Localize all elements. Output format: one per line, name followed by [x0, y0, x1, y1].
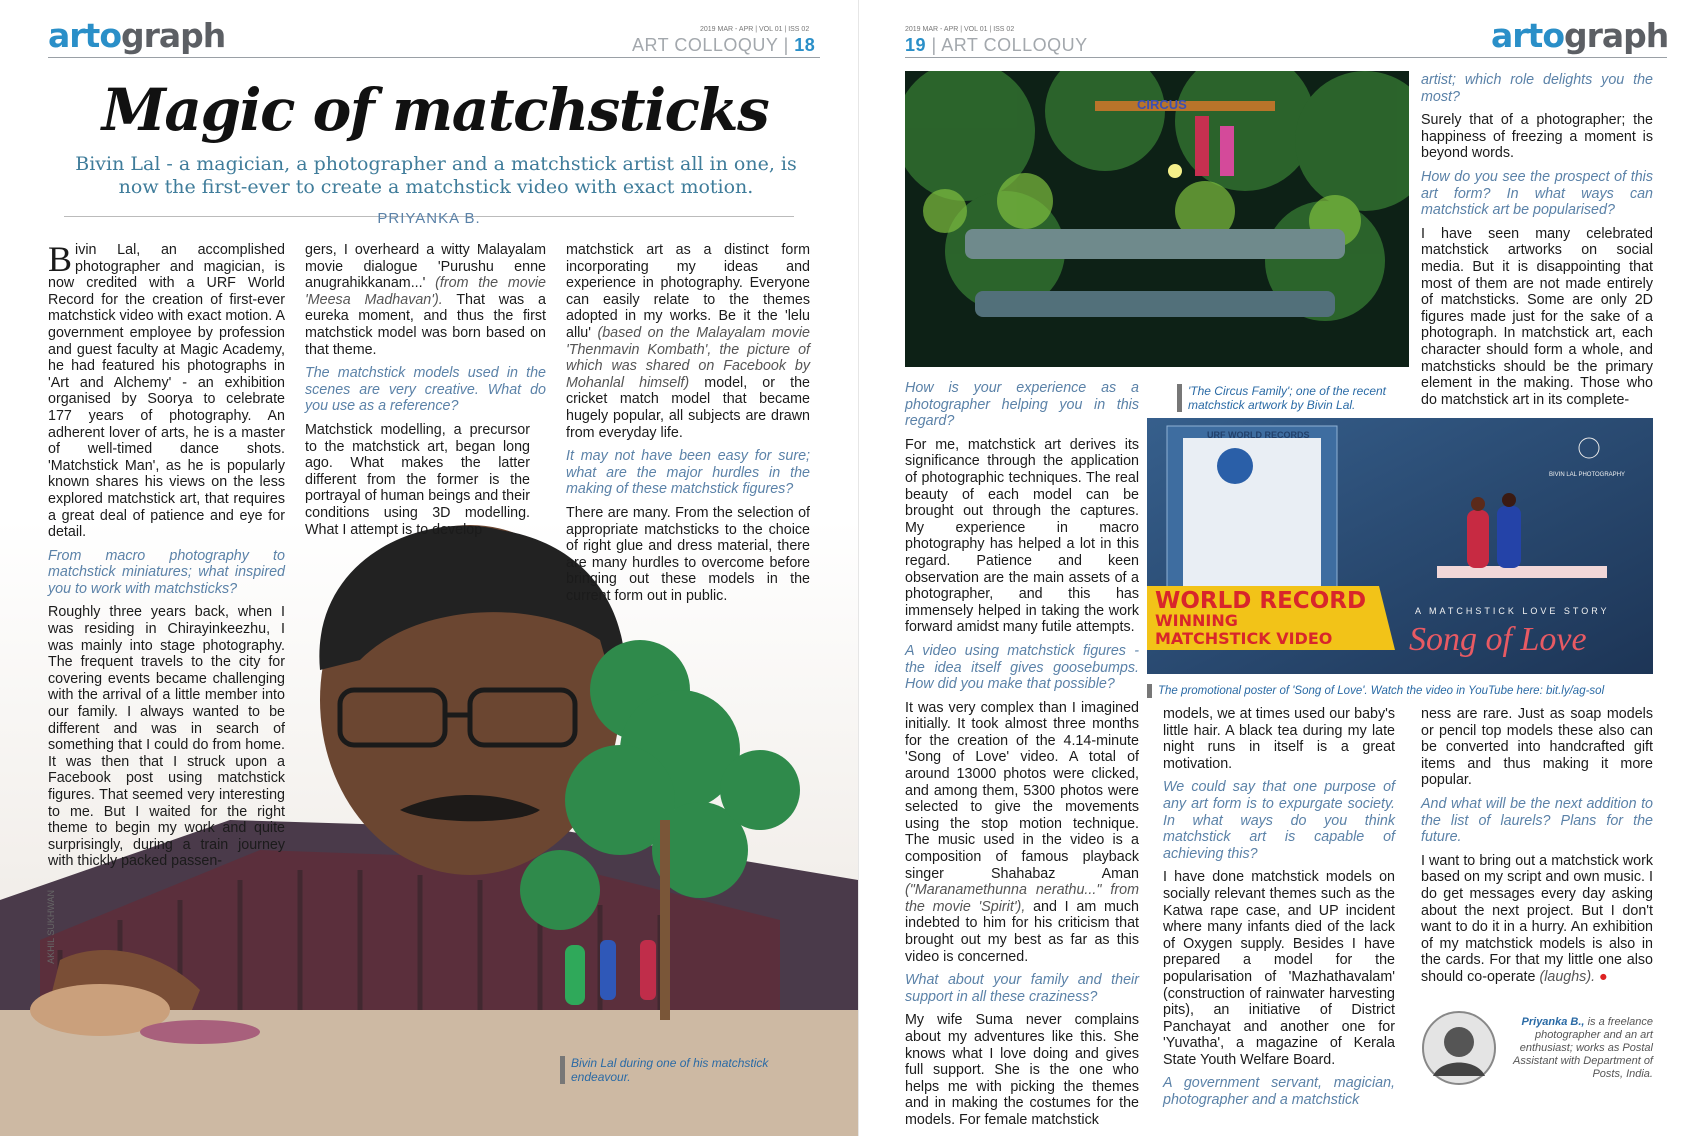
- issue-meta: 2019 MAR - APR | VOL 01 | ISS 02: [700, 26, 810, 33]
- poster-cert-text: URF WORLD RECORDS: [1207, 430, 1310, 440]
- brand-logo-part1: arto: [48, 16, 121, 55]
- movie-reference: (from the movie 'Meesa Madhavan').: [305, 275, 546, 308]
- article-column-3: [566, 242, 810, 611]
- poster-title: Song of Love: [1409, 621, 1587, 658]
- answer-1-continued-text: gers, I overheard a witty Malayalam movie dialogue 'Purushu enne anugrahikkanam...': [305, 242, 546, 292]
- answer-5-text: It was very complex than I imagined initially. It took almost three months for the creation of the 4.14-minute 'Song of Love' video. A total of around 13000 photos were clicked, and among them, 5300 photos were selected to give the movements using the stop motion technique. The music used in the video is a composition of famous playback singer Shahabaz Aman: [905, 699, 1139, 882]
- author-avatar: [1421, 1010, 1497, 1086]
- poster-studio-text: BIVIN LAL PHOTOGRAPHY: [1549, 472, 1626, 478]
- article-column-d: [1421, 706, 1653, 993]
- answer-9: I have seen many celebrated matchstick artworks on social media. But it is disappointing that most of them are not made entirely of matchsticks. Some are only 2D figures made just for the sake of a photograph. In matchstick art, each character should form a whole, and matchsticks should be the primary element in the making. Those who do matchstick art in its complete-: [1421, 225, 1653, 408]
- circus-caption: 'The Circus Family'; one of the recent matchstick artwork by Bivin Lal.: [1177, 384, 1409, 412]
- song-reference: ("Maranamethunna nerathu..." from the movie 'Spirit'),: [905, 882, 1139, 915]
- section-header-right: 19 | ART COLLOQUY: [905, 35, 1088, 55]
- question-7: We could say that one purpose of any art form is to expurgate society. In what ways do you think matchstick art is capable of achieving this?: [1163, 779, 1395, 862]
- answer-2-continued: [566, 242, 810, 441]
- answer-3: There are many. From the selection of appropriate matchsticks to the choice of right glue and dress material, there are many hurdles to overcome before bringing out these models in the current form out in public.: [566, 504, 810, 604]
- laughs-note: (laughs).: [1539, 968, 1596, 985]
- standfirst: Bivin Lal - a magician, a photographer and a matchstick artist all in one, is now the first-ever to create a matchstick video with exact motion.: [75, 153, 797, 198]
- portrait-caption: Bivin Lal during one of his matchstick endeavour.: [560, 1056, 810, 1084]
- issue-meta-right: 2019 MAR - APR | VOL 01 | ISS 02: [905, 26, 1015, 33]
- circus-family-photo: [905, 71, 1409, 367]
- question-3: It may not have been easy for sure; what are the major hurdles in the making of these matchstick figures?: [566, 448, 810, 498]
- answer-1: Roughly three years back, when I was residing in Chirayinkeezhu, I was mainly into stage photography. The frequent travels to the city for covering events became challenging with the arrival of a little member into our family. I always wanted to be different and was in search of something that I could do from home. It was then that I struck upon a Facebook post using matchstick figures. That seemed very interesting to me. But I waited for the right theme to begin my work and quite surprisingly, during a train journey with thickly packed passen-: [48, 604, 285, 870]
- question-4: How is your experience as a photographer helping you in this regard?: [905, 380, 1139, 430]
- answer-1-continued: [305, 242, 546, 358]
- question-1: From macro photography to matchstick miniatures; what inspired you to work with matchsticks?: [48, 547, 285, 597]
- author-bio: [1503, 1016, 1653, 1081]
- brand-logo-right: [1491, 16, 1668, 55]
- end-mark: ●: [1599, 968, 1608, 985]
- poster-tag: A MATCHSTICK LOVE STORY: [1415, 606, 1610, 616]
- article-column-c: [1421, 72, 1653, 415]
- article-column-a: [905, 380, 1139, 1136]
- page-number-right: 19: [905, 35, 927, 55]
- question-8: A government servant, magician, photographer and a matchstick: [1163, 1075, 1395, 1109]
- header-rule-right: [905, 57, 1667, 58]
- answer-2: Matchstick modelling, a precursor to the matchstick art, began long ago. What makes the latter different from the former is the portrayal of human beings and their conditions using 3D modelling. What I attempt is to develop: [305, 421, 530, 538]
- poster-line-1: WORLD RECORD: [1155, 588, 1367, 614]
- movie-reference-2: (based on the Malayalam movie 'Thenmavin Kombath', the picture of which was shared on Facebook by Mohanlal himself): [566, 324, 810, 391]
- question-9: How do you see the prospect of this art form? In what ways can matchstick art be popularised?: [1421, 168, 1653, 219]
- brand-logo-right-part2: graph: [1564, 16, 1669, 55]
- brand-logo-right-part1: arto: [1491, 16, 1564, 55]
- section-header: ART COLLOQUY | 18: [632, 35, 816, 55]
- answer-6-continued: models, we at times used our baby's little hair. A black tea during my late night runs in itself is a great motivation.: [1163, 706, 1395, 772]
- question-5: A video using matchstick figures - the idea itself gives goosebumps. How did you make that possible?: [905, 642, 1139, 693]
- answer-4: For me, matchstick art derives its significance through the application of photographic techniques. The real beauty of each model can be brought out through the captures. My experience in macro photography has helped a lot in this regard. Patience and keen observation are the main assets of a photographer, and this has immensely helped in taking the work forward amidst many futile attempts.: [905, 436, 1139, 636]
- article-title: Magic of matchsticks: [101, 76, 769, 144]
- poster-line-2: WINNING: [1155, 611, 1238, 630]
- question-6: What about your family and their support in all these craziness?: [905, 972, 1139, 1005]
- song-of-love-poster: [1147, 418, 1653, 674]
- brand-logo: [48, 16, 225, 55]
- brand-logo-part2: graph: [121, 16, 226, 55]
- page-number: 18: [794, 35, 816, 55]
- article-column-1: [48, 239, 285, 877]
- circus-sign-text: CIRCUS: [1137, 97, 1187, 112]
- author-name: Priyanka B.,: [1521, 1016, 1585, 1028]
- answer-7: I have done matchstick models on socially relevant themes such as the Katwa rape case, and UP incident where many infants died of the lack of Oxygen supply. Besides I have prepared a model for the popularisation of 'Mazhathavalam' (construction of rainwater harvesting pits), an initiative of District Panchayat and another one for 'Yuvatha', a magazine of Kerala State Youth Welfare Board.: [1163, 869, 1395, 1068]
- question-10: And what will be the next addition to the list of laurels? Plans for the future.: [1421, 795, 1653, 846]
- poster-line-3: MATCHSTICK VIDEO: [1155, 629, 1333, 648]
- intro-text: ivin Lal, an accomplished photographer and magician, is now credited with a URF World Record for the creation of first-ever matchstick video with exact motion. A government employee by profession and guest faculty at Magic Academy, he had featured his photographs in 'Art and Alchemy' - an exhibition organised by Soorya to celebrate 177 years of photography. An adherent lover of arts, he is a master of well-timed dance shots. 'Matchstick Man', as he is popularly known shares his views on the less explored matchstick art, that requires a great deal of patience and eye for detail.: [48, 242, 285, 541]
- answer-5: [905, 700, 1139, 966]
- byline: PRIYANKA B.: [377, 210, 481, 227]
- answer-8: Surely that of a photographer; the happiness of freezing a moment is beyond words.: [1421, 112, 1653, 162]
- author-bio-text: is a freelance photographer and an art enthusiast; works as Postal Assistant with Department of Posts, India.: [1512, 1016, 1653, 1080]
- answer-2-continued-end: model, or the cricket match model that became hugely popular, all subjects are drawn from everyday life.: [566, 374, 810, 441]
- header-rule: [48, 57, 820, 58]
- question-8-continued: artist; which role delights you the most?: [1421, 72, 1653, 105]
- article-column-2: [305, 242, 546, 545]
- right-page: [858, 0, 1700, 1136]
- drop-cap: B: [48, 239, 73, 279]
- article-column-b: [1163, 706, 1395, 1116]
- answer-5-end: and I am much indebted to him for his criticism that brought out my best as far as this video is concerned.: [905, 898, 1139, 965]
- photo-credit: AKHIL SUKHWAN: [46, 890, 56, 964]
- answer-6: My wife Suma never complains about my adventures like this. She knows what I love doing and gives full support. She is the one who helps me with picking the themes and in making the costumes for the models. For female matchstick: [905, 1012, 1139, 1128]
- question-2: The matchstick models used in the scenes are very creative. What do you use as a reference?: [305, 365, 546, 415]
- answer-2-continued-text: matchstick art as a distinct form incorporating my ideas and experience in photography. Everyone can easily relate to the themes adopted in my works. Be it the 'lelu allu': [566, 242, 810, 341]
- section-name: ART COLLOQUY: [632, 35, 779, 55]
- section-name-right: ART COLLOQUY: [941, 35, 1088, 55]
- answer-10-text: I want to bring out a matchstick work based on my script and own music. I do get messages every day asking about the next project. But I don't want to do it in a hurry. An exhibition of my matchstick models is also in the cards. For that my little one also should co-operate: [1421, 852, 1653, 985]
- answer-10: [1421, 853, 1653, 986]
- answer-1-continued-end: That was a eureka moment, and thus the first matchstick model was born based on that theme.: [305, 291, 546, 358]
- poster-caption: The promotional poster of 'Song of Love'. Watch the video in YouTube here: bit.ly/ag-sol: [1147, 684, 1659, 698]
- intro-paragraph: [48, 239, 285, 541]
- answer-9-continued: ness are rare. Just as soap models or pencil top models these also can be converted into handcrafted gift items and thus making it more popular.: [1421, 706, 1653, 789]
